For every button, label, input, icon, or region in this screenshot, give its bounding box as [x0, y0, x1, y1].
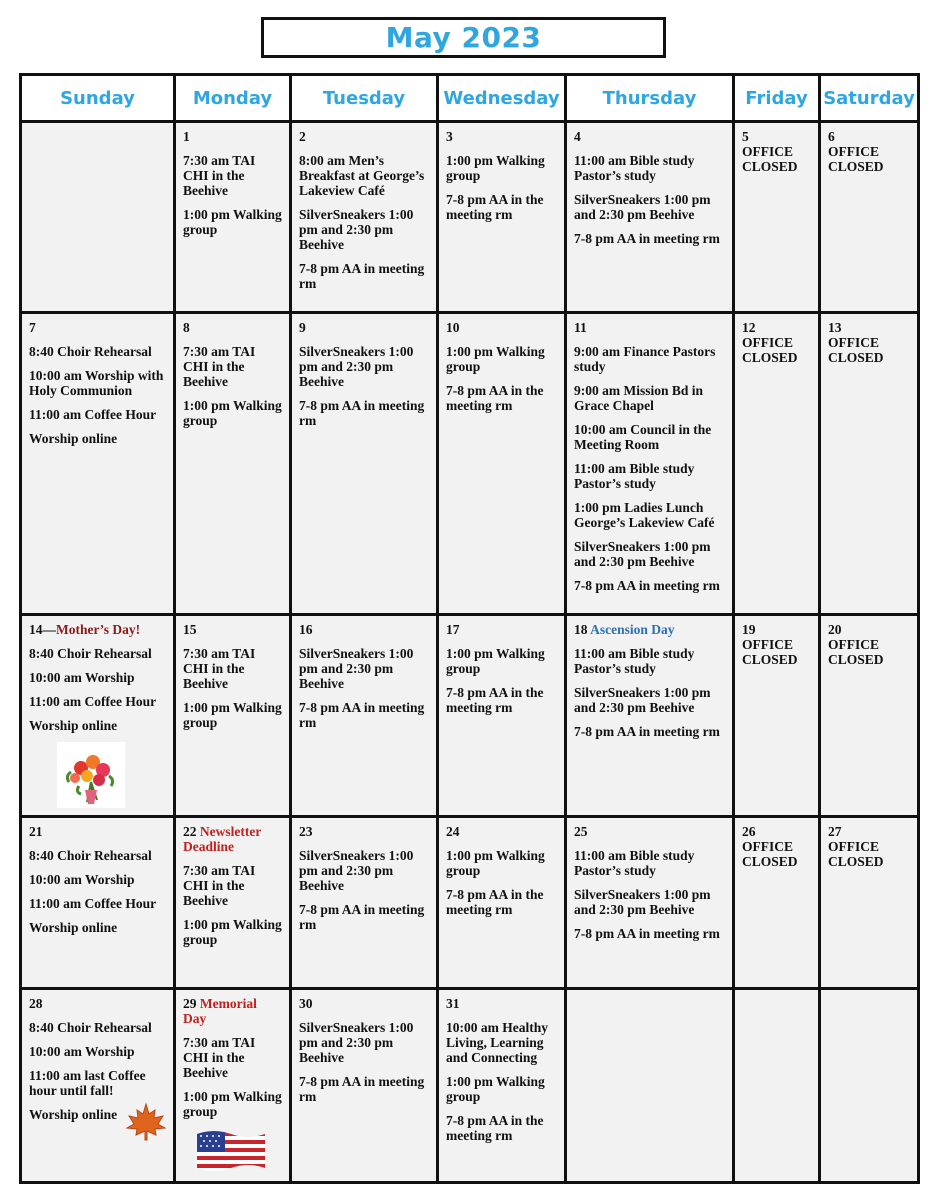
day-number-value: 29 [183, 996, 197, 1011]
event-entry: SilverSneakers 1:00 pm and 2:30 pm Beehive [574, 539, 711, 569]
day-number [183, 622, 283, 637]
day-number-value: 11 [574, 320, 587, 335]
event-entry: 7-8 pm AA in meeting rm [299, 902, 425, 932]
day-number-value: 14— [29, 622, 56, 637]
day-number-value: 27 [828, 824, 842, 839]
event-entry: SilverSneakers 1:00 pm and 2:30 pm Beehive [574, 887, 711, 917]
day-number [742, 622, 812, 637]
day-number-value: 2 [299, 129, 306, 144]
day-cell [291, 817, 438, 989]
event-entry: 7-8 pm AA in meeting rm [299, 1074, 425, 1104]
event-entry: 7:30 am TAI CHI in the Beehive [183, 1035, 256, 1080]
day-number [446, 129, 558, 144]
day-number [574, 824, 726, 839]
day-cell [566, 989, 734, 1183]
weekday-friday: Friday [734, 75, 820, 122]
day-number [742, 320, 812, 335]
holiday-label: Ascension Day [587, 622, 675, 637]
day-number [828, 320, 911, 335]
day-number [29, 320, 167, 335]
day-cell [566, 122, 734, 313]
office-closed-note: OFFICE CLOSED [828, 144, 884, 174]
day-cell [438, 817, 566, 989]
event-entry: SilverSneakers 1:00 pm and 2:30 pm Beehive [299, 344, 414, 389]
calendar-title: May 2023 [385, 21, 542, 54]
day-number-value: 16 [299, 622, 313, 637]
day-number-value: 25 [574, 824, 588, 839]
event-entry: 1:00 pm Walking group [183, 398, 282, 428]
day-number-value: 9 [299, 320, 306, 335]
event-entry: 10:00 am Council in the Meeting Room [574, 422, 712, 452]
day-number-value: 26 [742, 824, 756, 839]
day-cell [566, 313, 734, 615]
day-cell [820, 615, 919, 817]
day-number-value: 24 [446, 824, 460, 839]
event-entry: 8:40 Choir Rehearsal [29, 646, 152, 661]
day-number [299, 824, 430, 839]
event-entry: 7:30 am TAI CHI in the Beehive [183, 863, 256, 908]
day-cell [734, 989, 820, 1183]
day-cell [438, 615, 566, 817]
day-number-value: 17 [446, 622, 460, 637]
office-closed-note: OFFICE CLOSED [828, 637, 884, 667]
event-entry: 11:00 am last Coffee hour until fall! [29, 1068, 146, 1098]
calendar-title-box [261, 17, 666, 58]
american-flag-image [195, 1128, 283, 1177]
day-number-value: 6 [828, 129, 835, 144]
day-number [183, 824, 283, 854]
day-number-value: 12 [742, 320, 756, 335]
event-entry: 8:40 Choir Rehearsal [29, 1020, 152, 1035]
week-row [21, 122, 919, 313]
day-number-value: 1 [183, 129, 190, 144]
event-entry: Worship online [29, 1107, 118, 1122]
day-number [183, 320, 283, 335]
day-cell [820, 989, 919, 1183]
event-entry: 1:00 pm Walking group [183, 700, 282, 730]
event-entry: 1:00 pm Walking group [183, 917, 282, 947]
weekday-header-row [21, 75, 919, 122]
office-closed-note: OFFICE CLOSED [742, 144, 798, 174]
day-cell [175, 615, 291, 817]
week-row [21, 817, 919, 989]
event-entry: 7-8 pm AA in the meeting rm [446, 383, 544, 413]
event-entry: 1:00 pm Ladies Lunch George’s Lakeview Café [574, 500, 715, 530]
day-cell [291, 122, 438, 313]
day-number-value: 18 [574, 622, 588, 637]
day-cell [438, 122, 566, 313]
event-entry: 10:00 am Healthy Living, Learning and Connecting [446, 1020, 548, 1065]
event-entry: 7-8 pm AA in meeting rm [574, 231, 720, 246]
weekday-wednesday: Wednesday [438, 75, 566, 122]
event-entry: 8:40 Choir Rehearsal [29, 848, 152, 863]
event-entry: 7:30 am TAI CHI in the Beehive [183, 153, 256, 198]
day-number [29, 622, 167, 637]
day-number-value: 23 [299, 824, 313, 839]
day-number [828, 824, 911, 839]
day-number [446, 622, 558, 637]
day-number-value: 3 [446, 129, 453, 144]
office-closed-note: OFFICE CLOSED [742, 839, 798, 869]
event-entry: SilverSneakers 1:00 pm and 2:30 pm Beehive [299, 646, 414, 691]
event-entry: 10:00 am Worship with Holy Communion [29, 368, 164, 398]
event-entry: 7:30 am TAI CHI in the Beehive [183, 646, 256, 691]
event-entry: 11:00 am Coffee Hour [29, 896, 157, 911]
weekday-saturday: Saturday [820, 75, 919, 122]
event-entry: 9:00 am Finance Pastors study [574, 344, 716, 374]
event-entry: 1:00 pm Walking group [446, 646, 545, 676]
event-entry: 1:00 pm Walking group [446, 153, 545, 183]
day-cell [21, 122, 175, 313]
day-number-value: 19 [742, 622, 756, 637]
day-number [299, 320, 430, 335]
maple-leaf-image [125, 1102, 167, 1145]
day-number [299, 996, 430, 1011]
event-entry: 9:00 am Mission Bd in Grace Chapel [574, 383, 704, 413]
office-closed-note: OFFICE CLOSED [742, 637, 798, 667]
day-number-value: 13 [828, 320, 842, 335]
day-number [742, 129, 812, 144]
calendar-grid [19, 73, 920, 1184]
event-entry: 7-8 pm AA in meeting rm [574, 724, 720, 739]
day-number-value: 7 [29, 320, 36, 335]
day-number-value: 10 [446, 320, 460, 335]
event-entry: SilverSneakers 1:00 pm and 2:30 pm Beehive [299, 207, 414, 252]
day-number [574, 320, 726, 335]
event-entry: Worship online [29, 431, 118, 446]
day-number [299, 622, 430, 637]
day-number [446, 996, 558, 1011]
day-number [828, 129, 911, 144]
day-number [29, 996, 167, 1011]
day-number-value: 4 [574, 129, 581, 144]
event-entry: 1:00 pm Walking group [183, 207, 282, 237]
day-cell [175, 313, 291, 615]
office-closed-note: OFFICE CLOSED [828, 839, 884, 869]
day-cell [21, 615, 175, 817]
weekday-thursday: Thursday [566, 75, 734, 122]
day-cell [21, 313, 175, 615]
event-entry: 11:00 am Bible study Pastor’s study [574, 646, 695, 676]
day-cell [438, 989, 566, 1183]
event-entry: SilverSneakers 1:00 pm and 2:30 pm Beehive [574, 192, 711, 222]
day-number-value: 21 [29, 824, 43, 839]
event-entry: 7-8 pm AA in meeting rm [574, 578, 720, 593]
day-cell [291, 615, 438, 817]
day-cell [820, 313, 919, 615]
event-entry: 11:00 am Bible study Pastor’s study [574, 153, 695, 183]
day-number [742, 824, 812, 839]
day-number [574, 622, 726, 637]
event-entry: 10:00 am Worship [29, 1044, 135, 1059]
event-entry: 10:00 am Worship [29, 872, 135, 887]
day-number-value: 30 [299, 996, 313, 1011]
day-number [574, 129, 726, 144]
day-number-value: 15 [183, 622, 197, 637]
day-cell [734, 313, 820, 615]
event-entry: SilverSneakers 1:00 pm and 2:30 pm Beehive [574, 685, 711, 715]
day-cell [291, 989, 438, 1183]
day-number [446, 320, 558, 335]
week-row [21, 989, 919, 1183]
event-entry: 7-8 pm AA in meeting rm [299, 398, 425, 428]
day-cell [438, 313, 566, 615]
event-entry: 1:00 pm Walking group [183, 1089, 282, 1119]
day-number-value: 5 [742, 129, 749, 144]
day-cell [175, 122, 291, 313]
flower-bouquet-image [57, 742, 167, 811]
day-cell [734, 615, 820, 817]
event-entry: 1:00 pm Walking group [446, 344, 545, 374]
event-entry: 11:00 am Coffee Hour [29, 694, 157, 709]
day-cell [566, 817, 734, 989]
day-number [446, 824, 558, 839]
day-number [183, 996, 283, 1026]
event-entry: 11:00 am Bible study Pastor’s study [574, 848, 695, 878]
day-cell [734, 817, 820, 989]
day-cell [21, 817, 175, 989]
day-cell [291, 313, 438, 615]
day-cell [175, 989, 291, 1183]
day-number-value: 28 [29, 996, 43, 1011]
day-number-value: 22 [183, 824, 197, 839]
weekday-sunday: Sunday [21, 75, 175, 122]
day-cell [566, 615, 734, 817]
event-entry: 1:00 pm Walking group [446, 848, 545, 878]
holiday-label: Mother’s Day! [56, 622, 141, 637]
event-entry: 8:00 am Men’s Breakfast at George’s Lakeview Café [299, 153, 425, 198]
event-entry: 7-8 pm AA in the meeting rm [446, 192, 544, 222]
event-entry: 10:00 am Worship [29, 670, 135, 685]
day-cell [175, 817, 291, 989]
event-entry: 11:00 am Coffee Hour [29, 407, 157, 422]
day-number-value: 31 [446, 996, 460, 1011]
day-cell [734, 122, 820, 313]
event-entry: SilverSneakers 1:00 pm and 2:30 pm Beehive [299, 848, 414, 893]
day-number-value: 20 [828, 622, 842, 637]
day-cell [21, 989, 175, 1183]
day-number [299, 129, 430, 144]
day-number [828, 622, 911, 637]
holiday-label: Newsletter Deadline [183, 824, 262, 854]
day-number [183, 129, 283, 144]
day-number [29, 824, 167, 839]
day-number-value: 8 [183, 320, 190, 335]
day-cell [820, 122, 919, 313]
event-entry: 7:30 am TAI CHI in the Beehive [183, 344, 256, 389]
week-row [21, 313, 919, 615]
event-entry: 7-8 pm AA in meeting rm [574, 926, 720, 941]
event-entry: 7-8 pm AA in meeting rm [299, 261, 425, 291]
event-entry: 1:00 pm Walking group [446, 1074, 545, 1104]
event-entry: 8:40 Choir Rehearsal [29, 344, 152, 359]
weekday-monday: Monday [175, 75, 291, 122]
holiday-label: Memorial Day [183, 996, 257, 1026]
event-entry: Worship online [29, 718, 118, 733]
event-entry: 11:00 am Bible study Pastor’s study [574, 461, 695, 491]
event-entry: 7-8 pm AA in the meeting rm [446, 1113, 544, 1143]
event-entry: Worship online [29, 920, 118, 935]
event-entry: 7-8 pm AA in meeting rm [299, 700, 425, 730]
office-closed-note: OFFICE CLOSED [742, 335, 798, 365]
weekday-tuesday: Tuesday [291, 75, 438, 122]
event-entry: SilverSneakers 1:00 pm and 2:30 pm Beehive [299, 1020, 414, 1065]
office-closed-note: OFFICE CLOSED [828, 335, 884, 365]
day-cell [820, 817, 919, 989]
event-entry: 7-8 pm AA in the meeting rm [446, 685, 544, 715]
week-row [21, 615, 919, 817]
event-entry: 7-8 pm AA in the meeting rm [446, 887, 544, 917]
